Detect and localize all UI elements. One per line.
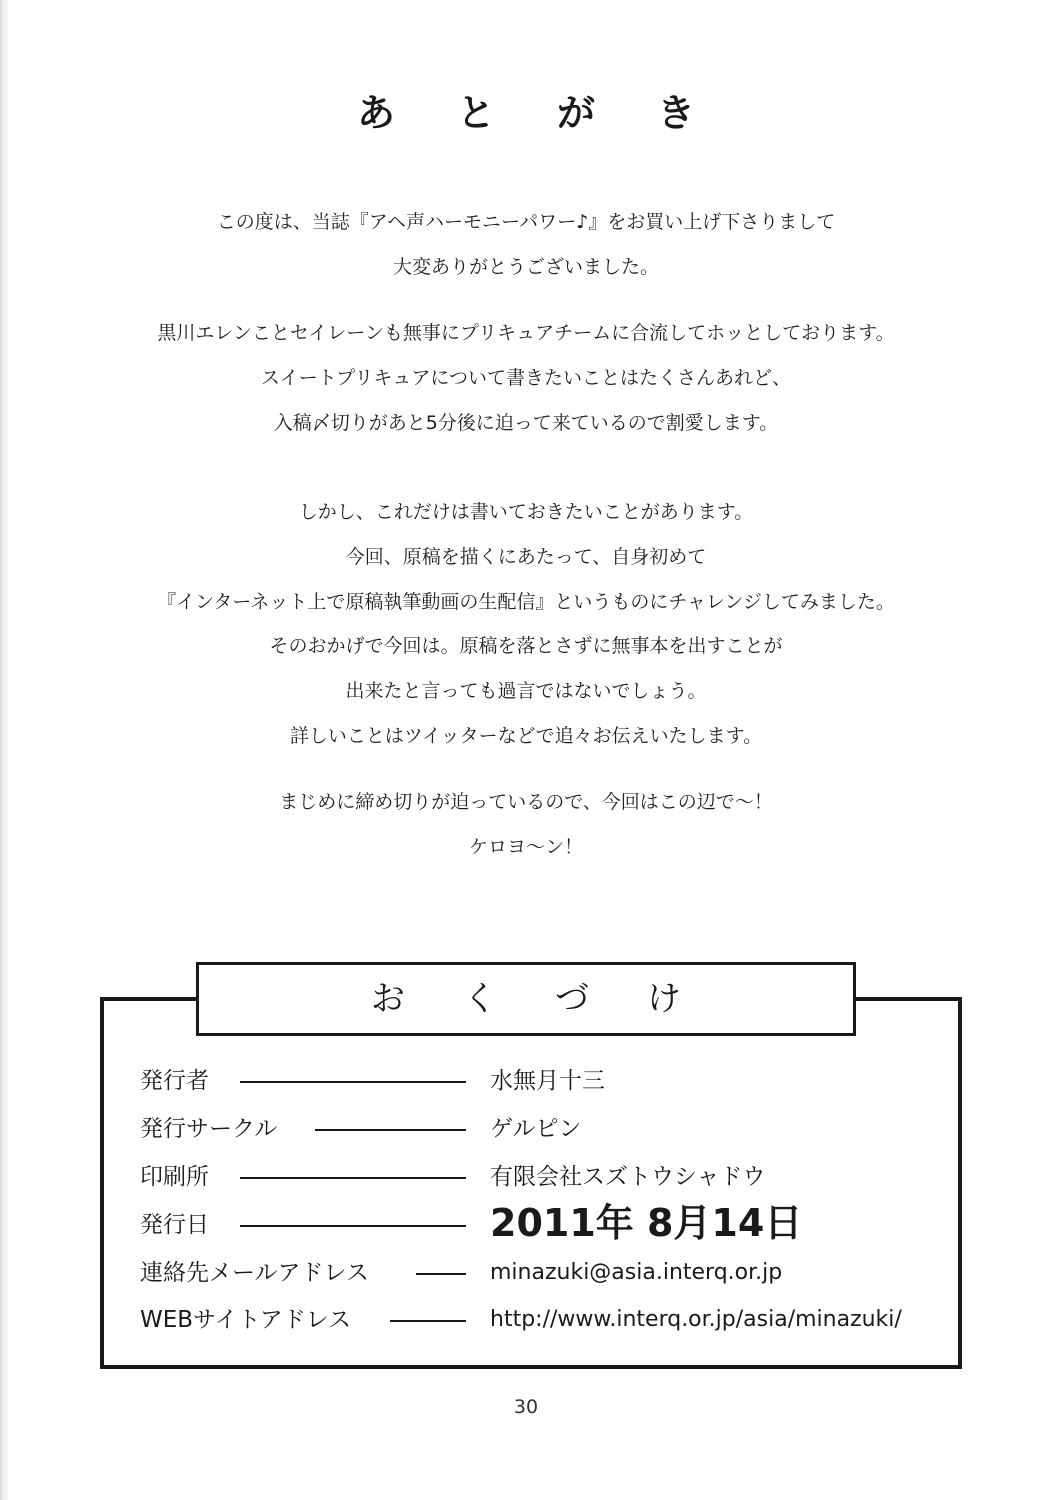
colophon-row-publisher — [140, 1061, 930, 1101]
colophon-label: WEBサイトアドレス — [140, 1307, 352, 1333]
colophon-value: http://www.interq.or.jp/asia/minazuki/ — [490, 1307, 902, 1332]
colophon-label: 発行日 — [140, 1212, 209, 1238]
afterword-line: 今回、原稿を描くにあたって、自身初めて — [345, 546, 707, 568]
leader-line — [240, 1081, 466, 1083]
page-title: あとがき — [356, 91, 757, 135]
afterword-line: 出来たと言っても過言ではないでしょう。 — [345, 680, 707, 702]
afterword-line: 大変ありがとうございました。 — [392, 256, 659, 278]
colophon-heading: おくづけ — [371, 979, 739, 1019]
colophon-label: 発行者 — [140, 1068, 209, 1094]
colophon-row-printer — [140, 1157, 930, 1197]
afterword-line: しかし、これだけは書いておきたいことがあります。 — [298, 501, 754, 523]
colophon-label: 発行サークル — [140, 1116, 278, 1142]
colophon-value: ゲルピン — [490, 1116, 582, 1142]
colophon-value: 有限会社スズトウシャドウ — [490, 1164, 766, 1190]
leader-line — [416, 1273, 466, 1275]
leader-line — [240, 1177, 466, 1179]
afterword-line: 詳しいことはツイッターなどで追々お伝えいたします。 — [289, 725, 763, 747]
afterword-line: スイートプリキュアについて書きたいことはたくさんあれど、 — [261, 367, 791, 389]
colophon-label: 連絡先メールアドレス — [140, 1260, 369, 1286]
leader-line — [390, 1320, 466, 1322]
page-number: 30 — [513, 1396, 539, 1418]
afterword-line: 入稿〆切りがあと5分後に迫って来ているので割愛します。 — [273, 412, 779, 434]
afterword-line: そのおかげで今回は。原稿を落とさずに無事本を出すことが — [269, 635, 783, 657]
colophon-value: minazuki@asia.interq.or.jp — [490, 1260, 783, 1285]
afterword-line: この度は、当誌『アヘ声ハーモニーパワー♪』をお買い上げ下さりまして — [216, 211, 836, 233]
colophon-row-circle — [140, 1109, 930, 1149]
colophon-value: 水無月十三 — [490, 1068, 605, 1094]
colophon-label: 印刷所 — [140, 1164, 209, 1190]
colophon-row-email — [140, 1253, 930, 1293]
afterword-line: ケロヨ～ン！ — [468, 836, 583, 858]
afterword-line: まじめに締め切りが迫っているので、今回はこの辺で～！ — [279, 791, 773, 813]
leader-line — [240, 1225, 466, 1227]
colophon-header-box — [196, 962, 856, 1036]
colophon-row-website — [140, 1300, 930, 1340]
colophon-value: 2011年 8月14日 — [490, 1201, 803, 1245]
colophon-row-date — [140, 1201, 930, 1245]
leader-line — [315, 1129, 466, 1131]
afterword-line: 黒川エレンことセイレーンも無事にプリキュアチームに合流してホッとしております。 — [157, 322, 895, 344]
afterword-line: 『インターネット上で原稿執筆動画の生配信』というものにチャレンジしてみました。 — [157, 591, 895, 613]
